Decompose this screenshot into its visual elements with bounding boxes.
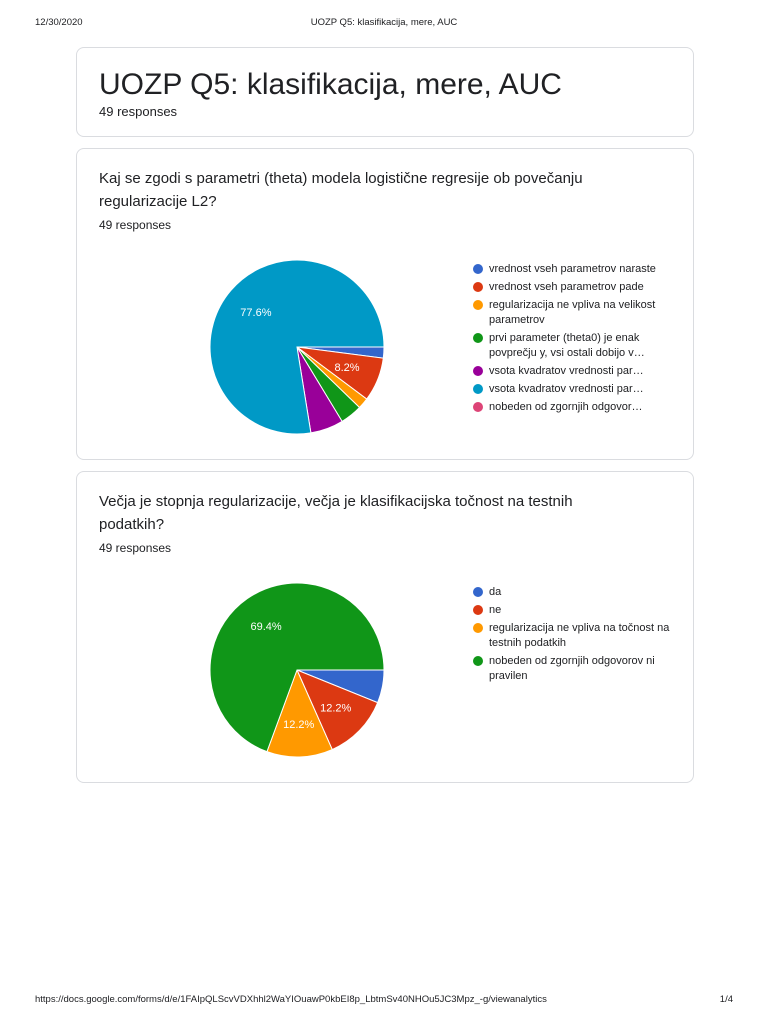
legend-item-7 bbox=[473, 400, 673, 415]
legend-item-4 bbox=[473, 654, 673, 684]
print-footer bbox=[0, 994, 768, 1008]
legend-label-6: vsota kvadratov vrednosti par… bbox=[489, 383, 644, 395]
legend-label-2: vrednost vseh parametrov pade bbox=[489, 281, 644, 293]
legend-2 bbox=[473, 585, 673, 687]
legend-label-7: nobeden od zgornjih odgovor… bbox=[489, 401, 643, 413]
legend-item-6 bbox=[473, 382, 673, 397]
pie-data-label-6: 77.6% bbox=[240, 307, 272, 319]
legend-swatch-3 bbox=[473, 623, 483, 633]
form-title: UOZP Q5: klasifikacija, mere, AUC bbox=[99, 68, 562, 101]
legend-label-2: ne bbox=[489, 604, 502, 616]
legend-item-3 bbox=[473, 621, 673, 651]
legend-item-1 bbox=[473, 262, 673, 277]
legend-swatch-5 bbox=[473, 366, 483, 376]
print-title: UOZP Q5: klasifikacija, mere, AUC bbox=[310, 17, 458, 28]
legend-label-3: regularizacija ne vpliva na točnost na testnih podatkih bbox=[489, 622, 670, 649]
legend-swatch-4 bbox=[473, 656, 483, 666]
legend-swatch-2 bbox=[473, 605, 483, 615]
legend-label-1: vrednost vseh parametrov naraste bbox=[489, 263, 656, 275]
legend-item-3 bbox=[473, 298, 673, 328]
print-date: 12/30/2020 bbox=[35, 17, 83, 28]
question-response-count-1: 49 responses bbox=[99, 218, 172, 232]
pie-data-label-3: 12.2% bbox=[283, 718, 315, 731]
legend-item-2 bbox=[473, 603, 673, 618]
legend-label-4: prvi parameter (theta0) je enak povprečju y, vsi ostali dobijo v… bbox=[489, 332, 645, 359]
print-url: https://docs.google.com/forms/d/e/1FAIpQLScvVDXhhl2WaYIOuawP0kbEI8p_LbtmSv40NHOu5JC3Mpz_-g/viewanalytics bbox=[35, 994, 547, 1005]
pie-data-label-2: 8.2% bbox=[334, 362, 360, 375]
legend-swatch-1 bbox=[473, 587, 483, 597]
legend-label-1: da bbox=[489, 586, 502, 598]
legend-swatch-3 bbox=[473, 300, 483, 310]
print-page-number: 1/4 bbox=[719, 994, 733, 1005]
question-text-2: Večja je stopnja regularizacije, večja je klasifikacijska točnost na testnih podatkih? bbox=[99, 493, 573, 533]
print-header bbox=[0, 17, 768, 31]
legend-swatch-7 bbox=[473, 402, 483, 412]
legend-swatch-4 bbox=[473, 333, 483, 343]
legend-swatch-2 bbox=[473, 282, 483, 292]
question-response-count-2: 49 responses bbox=[99, 541, 172, 555]
legend-label-3: regularizacija ne vpliva na velikost parametrov bbox=[489, 299, 656, 326]
pie-chart-1 bbox=[197, 257, 397, 437]
legend-swatch-6 bbox=[473, 384, 483, 394]
legend-1 bbox=[473, 262, 673, 418]
question-text-1: Kaj se zgodi s parametri (theta) modela logistične regresije ob povečanju regularizacije L2? bbox=[99, 170, 583, 210]
legend-label-4: nobeden od zgornjih odgovorov ni pravilen bbox=[489, 655, 655, 682]
pie-data-label-4: 69.4% bbox=[250, 620, 282, 633]
legend-item-2 bbox=[473, 280, 673, 295]
form-response-count: 49 responses bbox=[99, 104, 178, 119]
legend-swatch-1 bbox=[473, 264, 483, 274]
pie-data-label-2: 12.2% bbox=[320, 702, 352, 715]
pie-chart-2 bbox=[197, 580, 397, 760]
legend-label-5: vsota kvadratov vrednosti par… bbox=[489, 365, 644, 377]
question-card-1 bbox=[76, 148, 694, 460]
form-title-card bbox=[76, 47, 694, 137]
legend-item-5 bbox=[473, 364, 673, 379]
question-card-2 bbox=[76, 471, 694, 783]
legend-item-1 bbox=[473, 585, 673, 600]
legend-item-4 bbox=[473, 331, 673, 361]
